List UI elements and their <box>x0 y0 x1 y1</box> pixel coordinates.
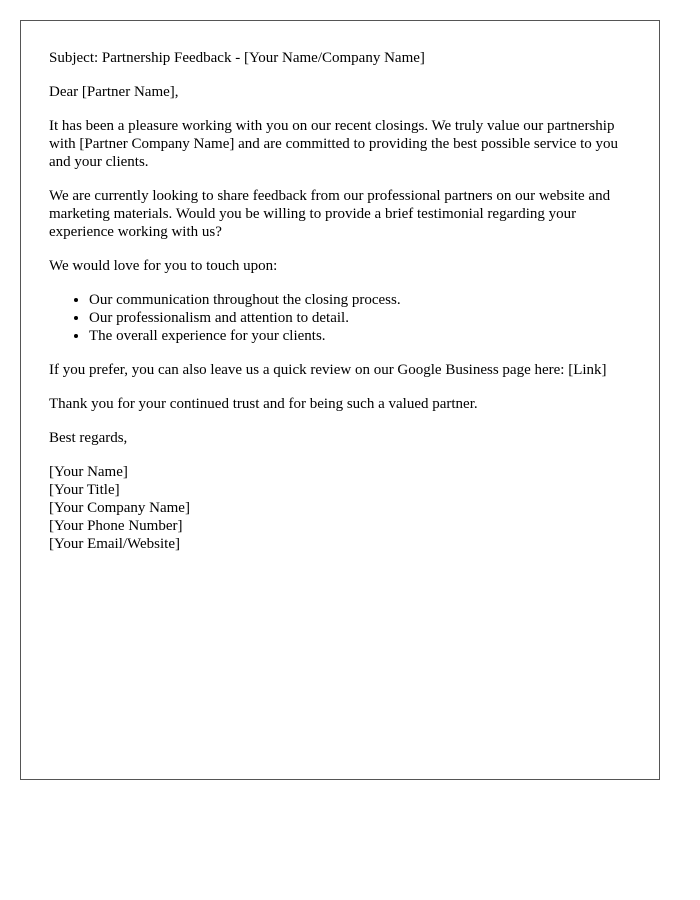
letter-body <box>49 49 639 553</box>
signature-block <box>49 463 639 553</box>
list-item: • Our professionalism and attention to detail. <box>89 309 639 327</box>
letter-closing: Best regards, <box>49 430 128 446</box>
letter-thanks: Thank you for your continued trust and for being such a valued partner. <box>49 396 478 412</box>
list-item: • Our communication throughout the closing process. <box>89 291 639 309</box>
letter-list-intro: We would love for you to touch upon: <box>49 258 278 274</box>
signature-name: [Your Name] <box>49 464 128 480</box>
letter-review-request: If you prefer, you can also leave us a quick review on our Google Business page here: [Link] <box>49 362 607 378</box>
signature-title: [Your Title] <box>49 482 120 498</box>
letter-paragraph-request: We are currently looking to share feedback from our professional partners on our website and marketing materials. Would you be willing to provide a brief testimonial regarding your experience working with us? <box>49 188 611 240</box>
letter-container <box>20 20 660 780</box>
signature-phone: [Your Phone Number] <box>49 518 183 534</box>
topics-list <box>49 291 639 345</box>
signature-email: [Your Email/Website] <box>49 536 181 552</box>
letter-paragraph-intro: It has been a pleasure working with you on our recent closings. We truly value our partnership with [Partner Company Name] and are committed to providing the best possible service to you and your clients. <box>49 118 619 170</box>
letter-subject: Subject: Partnership Feedback - [Your Name/Company Name] <box>49 50 425 66</box>
letter-greeting: Dear [Partner Name], <box>49 84 179 100</box>
list-item: • The overall experience for your clients. <box>89 327 639 345</box>
signature-company: [Your Company Name] <box>49 500 190 516</box>
